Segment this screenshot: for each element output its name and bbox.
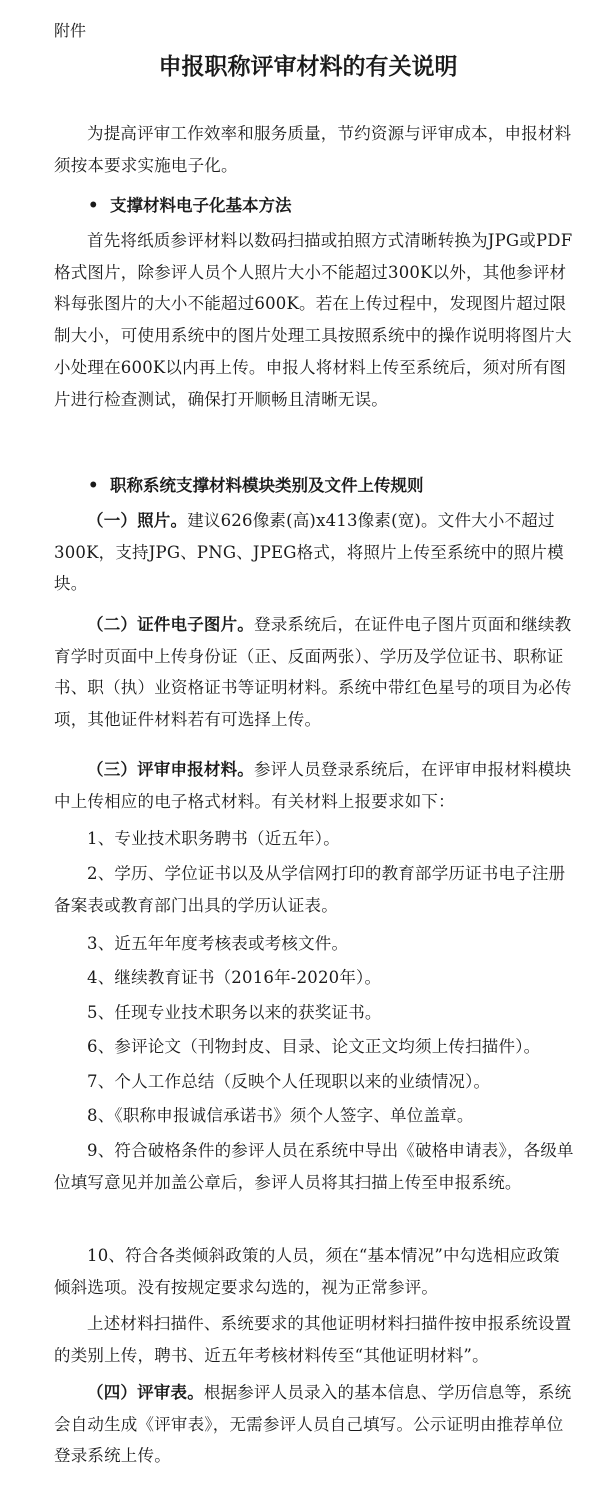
list-item: 6、参评论文（刊物封皮、目录、论文正文均须上传扫描件）。: [87, 1037, 541, 1056]
form-paragraph: （四）评审表。根据参评人员录入的基本信息、学历信息等，系统会自动生成《评审表》，无需参评人员自己填写。公示证明由推荐单位登录系统上传。: [54, 1383, 572, 1466]
note-paragraph: 上述材料扫描件、系统要求的其他证明材料扫描件按申报系统设置的类别上传，聘书、近五年考核材料传至“其他证明材料”。: [54, 1314, 572, 1365]
list-item: 3、近五年年度考核表或考核文件。: [87, 934, 349, 953]
list-item: 7、个人工作总结（反映个人任现职以来的业绩情况）。: [87, 1072, 491, 1091]
list-item: 2、学历、学位证书以及从学信网打印的教育部学历证书电子注册备案表或教育部门出具的学历认证表。: [54, 864, 566, 915]
bullet-icon: •: [88, 196, 99, 215]
attachment-label: 附件: [54, 21, 87, 40]
list-item: 10、符合各类倾斜政策的人员，须在“基本情况”中勾选相应政策倾斜选项。没有按规定要求勾选的，视为正常参评。: [54, 1246, 560, 1297]
section-heading-1: • 支撑材料电子化基本方法: [88, 196, 292, 215]
list-item: 9、符合破格条件的参评人员在系统中导出《破格申请表》，各级单位填写意见并加盖公章后，参评人员将其扫描上传至申报系统。: [54, 1141, 574, 1192]
section1-body: 首先将纸质参评材料以数码扫描或拍照方式清晰转换为JPG或PDF格式图片，除参评人员个人照片大小不能超过300K以外，其他参评材料每张图片的大小不能超过600K。若在上传过程中，发现图片超过限制大小，可使用系统中的图片处理工具按照系统中的操作说明将图片大小处理在600K以内再上传。申报人将材料上传至系统后，须对所有图片进行检查测试，确保打开顺畅且清晰无误。: [54, 231, 573, 409]
photo-paragraph: （一）照片。建议626像素(高)x413像素(宽)。文件大小不超过300K，支持JPG、PNG、JPEG格式，将照片上传至系统中的照片模块。: [54, 511, 564, 594]
bullet-icon: •: [88, 476, 99, 495]
intro-paragraph: 为提高评审工作效率和服务质量，节约资源与评审成本，申报材料须按本要求实施电子化。: [54, 124, 572, 175]
list-item: 4、继续教育证书（2016年-2020年）。: [87, 968, 382, 987]
page-title: 申报职称评审材料的有关说明: [158, 54, 458, 80]
list-item: 1、专业技术职务聘书（近五年）。: [87, 829, 340, 848]
list-item: 8、《职称申报诚信承诺书》须个人签字、单位盖章。: [87, 1106, 474, 1125]
certs-paragraph: （二）证件电子图片。登录系统后，在证件电子图片页面和继续教育学时页面中上传身份证（正、反面两张）、学历及学位证书、职称证书、职（执）业资格证书等证明材料。系统中带红色星号的项目为必传项，其他证件材料若有可选择上传。: [54, 615, 572, 730]
list-item: 5、任现专业技术职务以来的获奖证书。: [87, 1003, 382, 1022]
section-heading-2: • 职称系统支撑材料模块类别及文件上传规则: [88, 476, 424, 495]
review-paragraph: （三）评审申报材料。参评人员登录系统后，在评审申报材料模块中上传相应的电子格式材料。有关材料上报要求如下：: [54, 760, 572, 811]
